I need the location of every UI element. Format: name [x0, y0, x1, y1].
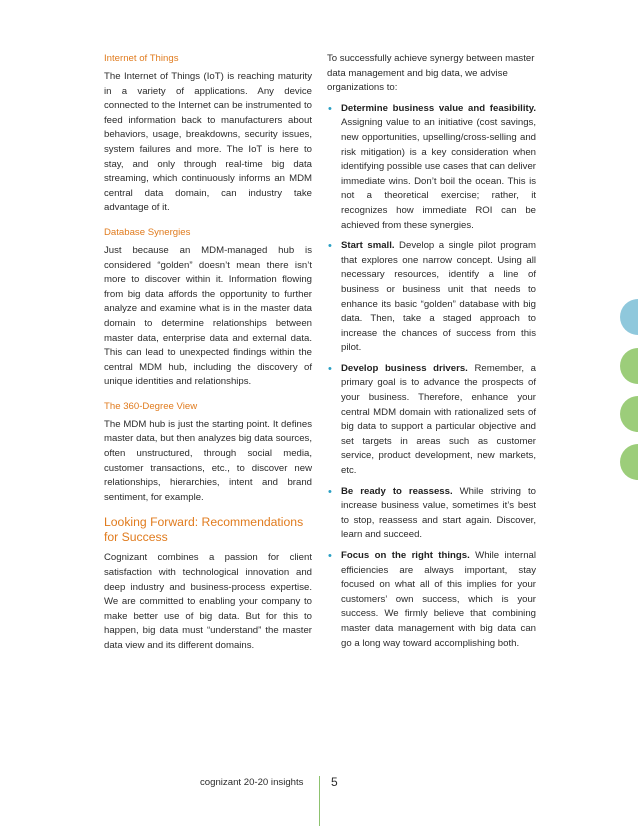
iot-paragraph: The Internet of Things (IoT) is reaching maturity in a variety of applications. Any device connected to the Internet can be instrumented to feed information back to manufacturers about behaviors, usage, breakdowns, security issues, system failures and more. The IoT is here to stay, and only through real-time big data streaming, which continuously informs an MDM central data domain, can industry take advantage of it. — [104, 71, 312, 214]
list-item — [327, 239, 536, 356]
recommendations-list — [327, 102, 536, 651]
database-synergies-paragraph: Just because an MDM-managed hub is considered “golden” doesn’t mean there isn’t more to discover within it. Information flowing from big data affords the opportunity to further analyze and examine what is in the master data domain to determine relationships between master data, enterprise data and external data. This can lead to unexpected findings within the central MDM hub, including the discovery of unique identities and relationships. — [104, 244, 312, 388]
list-item-text: Remember, a primary goal is to advance the prospects of your business. Therefore, enhance your central MDM domain with rationalized sets of big data to support a particular objective and set targets in areas such as customer service, product development, new markets, etc. — [341, 362, 536, 477]
bullet-icon: • — [328, 362, 332, 375]
bullet-icon: • — [328, 550, 332, 562]
list-item — [327, 102, 536, 233]
looking-forward-paragraph: Cognizant combines a passion for client satisfaction with technological innovation and deep industry and business-process expertise. We are committed to enabling your company to make better use of big data. But for this to happen, big data must “understand” the master data view and its different domains. — [104, 552, 312, 651]
bullet-icon: • — [328, 485, 332, 498]
right-column — [327, 52, 536, 657]
list-item-text: Assigning value to an initiative (cost savings, new opportunities, upselling/cross-selling and risk mitigation) is a key consideration when identifying possible use cases that can deliver immediate wins. Don’t boil the ocean. This is not a theoretical exercise; rather, it recognizes how immediate ROI can be achieved from these synergies. — [341, 117, 536, 231]
page-number: 5 — [331, 775, 338, 789]
looking-forward-heading: Looking Forward: Recommendations for Success — [104, 515, 304, 545]
side-tab-green-1 — [620, 348, 638, 384]
bullet-icon: • — [328, 240, 332, 253]
database-synergies-heading: Database Synergies — [104, 226, 191, 238]
list-item-lead: Be ready to reassess. — [341, 485, 453, 497]
list-item-lead: Start small. — [341, 240, 395, 252]
list-item-text: While striving to increase business value, sometimes it’s best to stop, reassess and start again. Discover, learn and succeed. — [341, 485, 536, 541]
list-item-text: While internal efficiencies are always important, stay focused on what all of this implies for your customers’ own success, which is your success. We firmly believe that combining master data management with big data can go a long way toward accomplishing both. — [341, 550, 536, 649]
side-tab-green-2 — [620, 396, 638, 432]
footer-publication-name: cognizant 20-20 insights — [200, 777, 304, 788]
360-degree-view-heading: The 360-Degree View — [104, 400, 198, 412]
left-column — [104, 52, 312, 664]
list-item — [327, 485, 536, 543]
list-item-lead: Develop business drivers. — [341, 362, 468, 374]
footer-divider — [319, 776, 320, 826]
side-tab-green-3 — [620, 444, 638, 480]
list-item-text: Develop a single pilot program that explores one narrow concept. Using all necessary resources, identify a line of business or business unit that needs to enhance its basic “golden” database with big data. Then, take a staged approach to increase the chances of success from this pilot. — [341, 240, 536, 354]
bullet-icon: • — [328, 102, 332, 115]
list-item — [327, 549, 536, 651]
list-item-lead: Determine business value and feasibility. — [341, 102, 536, 114]
side-tab-blue — [620, 299, 638, 335]
list-item — [327, 362, 536, 479]
iot-heading: Internet of Things — [104, 53, 179, 64]
recommendations-intro: To successfully achieve synergy between master data management and big data, we advise organizations to: — [327, 53, 535, 94]
360-degree-view-paragraph: The MDM hub is just the starting point. It defines master data, but then analyzes big data sources, often unstructured, through social media, customer transactions, etc., to discover new relationships, hierarchies, intent and brand sentiment, for example. — [104, 418, 312, 503]
list-item-lead: Focus on the right things. — [341, 550, 470, 561]
